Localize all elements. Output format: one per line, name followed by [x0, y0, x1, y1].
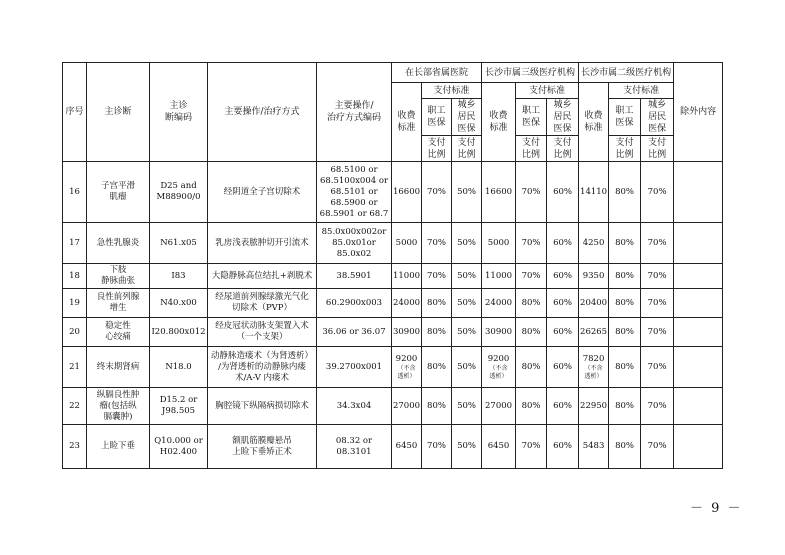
cell-seq: 19: [63, 289, 87, 318]
cell-employee-ratio: 80%: [516, 388, 547, 425]
cell-resident-ratio: 60%: [547, 289, 579, 318]
price-table: [62, 62, 723, 469]
cell-operation: 动静脉造瘘术（为肾透析） /为肾透析的动静脉内瘘 术/A-V 内瘘术: [208, 347, 317, 388]
cell-resident-ratio: 60%: [547, 318, 579, 347]
cell-operation: 胸腔镜下纵隔病损切除术: [208, 388, 317, 425]
cell-operation: 乳房浅表脓肿切开引流术: [208, 223, 317, 264]
table-row: [63, 223, 723, 264]
header-code: 主诊 断编码: [150, 63, 208, 162]
cell-excluded: [674, 425, 723, 469]
cell-resident-ratio: 50%: [452, 388, 482, 425]
cell-fee: [482, 347, 516, 388]
cell-diagnosis: 下肢 静脉曲张: [87, 264, 150, 289]
cell-fee: [392, 162, 422, 223]
header-pay-ratio: 支付 比例: [452, 136, 482, 162]
cell-fee: [579, 162, 609, 223]
cell-op-code: 60.2900x003: [317, 289, 392, 318]
cell-employee-ratio: 70%: [422, 264, 452, 289]
cell-fee: [579, 347, 609, 388]
cell-resident-ratio: 60%: [547, 388, 579, 425]
cell-fee: [482, 318, 516, 347]
cell-resident-ratio: 60%: [547, 264, 579, 289]
header-fee-standard: 收费 标准: [392, 83, 422, 162]
cell-excluded: [674, 264, 723, 289]
cell-excluded: [674, 318, 723, 347]
cell-fee: [392, 264, 422, 289]
header-resident: 城乡 居民 医保: [452, 99, 482, 136]
cell-diagnosis: 急性乳腺炎: [87, 223, 150, 264]
cell-operation: 大隐静脉高位结扎+剥脱术: [208, 264, 317, 289]
fee-value: 24000: [485, 297, 513, 308]
fee-value: 20400: [580, 297, 608, 308]
header-pay-ratio: 支付 比例: [422, 136, 452, 162]
table-row: [63, 162, 723, 223]
header-excluded: 除外内容: [674, 63, 723, 162]
cell-resident-ratio: 70%: [641, 318, 674, 347]
cell-diagnosis: 终末期肾病: [87, 347, 150, 388]
fee-note: （不含 透析）: [584, 364, 603, 380]
cell-resident-ratio: 50%: [452, 264, 482, 289]
header-employee: 职工 医保: [516, 99, 547, 136]
cell-employee-ratio: 80%: [609, 223, 641, 264]
cell-seq: 20: [63, 318, 87, 347]
cell-operation: 经尿道前列腺绿激光气化 切除术（PVP）: [208, 289, 317, 318]
header-fee-standard: 收费 标准: [482, 83, 516, 162]
cell-resident-ratio: 50%: [452, 223, 482, 264]
cell-seq: 21: [63, 347, 87, 388]
header-op-code: 主要操作/ 治疗方式编码: [317, 63, 392, 162]
fee-value: 5000: [395, 237, 418, 248]
page-number: － 9 －: [690, 501, 743, 516]
header-employee: 职工 医保: [609, 99, 641, 136]
table-row: [63, 425, 723, 469]
cell-seq: 18: [63, 264, 87, 289]
cell-fee: [482, 388, 516, 425]
cell-employee-ratio: 70%: [516, 425, 547, 469]
cell-employee-ratio: 70%: [422, 223, 452, 264]
cell-resident-ratio: 50%: [452, 289, 482, 318]
cell-employee-ratio: 80%: [609, 162, 641, 223]
cell-diagnosis: 良性前列腺 增生: [87, 289, 150, 318]
fee-value: 14110: [580, 186, 608, 197]
cell-employee-ratio: 70%: [422, 425, 452, 469]
cell-op-code: 36.06 or 36.07: [317, 318, 392, 347]
fee-value: 7820: [582, 353, 605, 364]
fee-value: 22950: [580, 400, 608, 411]
cell-resident-ratio: 70%: [641, 388, 674, 425]
cell-seq: 23: [63, 425, 87, 469]
cell-resident-ratio: 70%: [641, 162, 674, 223]
table-row: [63, 347, 723, 388]
cell-diagnosis: 稳定性 心绞痛: [87, 318, 150, 347]
cell-excluded: [674, 388, 723, 425]
cell-fee: [482, 223, 516, 264]
cell-employee-ratio: 70%: [516, 264, 547, 289]
cell-resident-ratio: 60%: [547, 223, 579, 264]
cell-fee: [579, 425, 609, 469]
cell-code: I20.800x012: [150, 318, 208, 347]
cell-code: D15.2 or J98.505: [150, 388, 208, 425]
cell-resident-ratio: 70%: [641, 223, 674, 264]
cell-employee-ratio: 80%: [609, 347, 641, 388]
cell-employee-ratio: 80%: [609, 289, 641, 318]
header-resident: 城乡 居民 医保: [641, 99, 674, 136]
cell-fee: [392, 318, 422, 347]
cell-fee: [482, 264, 516, 289]
fee-value: 4250: [582, 237, 605, 248]
fee-value: 27000: [392, 400, 421, 411]
header-fee-standard: 收费 标准: [579, 83, 609, 162]
cell-diagnosis: 纵膈良性肿 瘤(包括纵 膈囊肿): [87, 388, 150, 425]
fee-note: （不含 透析）: [397, 364, 416, 380]
header-group-city-tier2: 长沙市属二级医疗机构: [579, 63, 674, 83]
cell-fee: [392, 347, 422, 388]
cell-resident-ratio: 50%: [452, 318, 482, 347]
cell-resident-ratio: 60%: [547, 162, 579, 223]
cell-employee-ratio: 80%: [609, 425, 641, 469]
header-group-provincial: 在长部省属医院: [392, 63, 482, 83]
cell-employee-ratio: 80%: [422, 388, 452, 425]
table-row: [63, 264, 723, 289]
header-operation: 主要操作/治疗方式: [208, 63, 317, 162]
cell-fee: [392, 425, 422, 469]
cell-fee: [392, 223, 422, 264]
cell-resident-ratio: 60%: [547, 347, 579, 388]
cell-diagnosis: 子宫平滑 肌瘤: [87, 162, 150, 223]
header-pay-standard: 支付标准: [609, 83, 674, 99]
table-row: [63, 318, 723, 347]
cell-code: Q10.000 or H02.400: [150, 425, 208, 469]
fee-value: 11000: [485, 270, 513, 281]
header-pay-ratio: 支付 比例: [516, 136, 547, 162]
fee-value: 6450: [487, 441, 510, 451]
cell-employee-ratio: 80%: [516, 318, 547, 347]
cell-fee: [482, 425, 516, 469]
header-pay-standard: 支付标准: [516, 83, 579, 99]
cell-op-code: 68.5100 or 68.5100x004 or 68.5101 or 68.5900 or 68.5901 or 68.7: [317, 162, 392, 223]
cell-employee-ratio: 80%: [422, 289, 452, 318]
cell-fee: [579, 318, 609, 347]
fee-value: 24000: [392, 297, 421, 308]
cell-code: N40.x00: [150, 289, 208, 318]
table-row: [63, 289, 723, 318]
cell-fee: [482, 162, 516, 223]
cell-fee: [579, 388, 609, 425]
fee-value: 27000: [485, 400, 513, 411]
fee-value: 9200: [395, 353, 418, 364]
header-resident: 城乡 居民 医保: [547, 99, 579, 136]
cell-op-code: 85.0x00x002or 85.0x01or 85.0x02: [317, 223, 392, 264]
cell-code: D25 and M88900/0: [150, 162, 208, 223]
cell-fee: [579, 289, 609, 318]
cell-excluded: [674, 223, 723, 264]
header-diagnosis: 主诊断: [87, 63, 150, 162]
cell-employee-ratio: 70%: [516, 223, 547, 264]
cell-seq: 16: [63, 162, 87, 223]
cell-operation: 经皮冠状动脉支架置入术 （一个支架）: [208, 318, 317, 347]
fee-value: 5483: [582, 441, 605, 451]
fee-value: 30900: [485, 326, 513, 337]
header-pay-standard: 支付标准: [422, 83, 482, 99]
cell-employee-ratio: 70%: [516, 162, 547, 223]
cell-op-code: 08.32 or 08.3101: [317, 425, 392, 469]
cell-resident-ratio: 50%: [452, 162, 482, 223]
cell-employee-ratio: 80%: [422, 347, 452, 388]
fee-value: 11000: [392, 270, 421, 281]
cell-resident-ratio: 60%: [547, 425, 579, 469]
header-group-city-tier3: 长沙市属三级医疗机构: [482, 63, 579, 83]
cell-employee-ratio: 70%: [422, 162, 452, 223]
cell-employee-ratio: 80%: [609, 318, 641, 347]
cell-excluded: [674, 289, 723, 318]
header-pay-ratio: 支付 比例: [641, 136, 674, 162]
cell-employee-ratio: 80%: [422, 318, 452, 347]
cell-resident-ratio: 70%: [641, 289, 674, 318]
cell-resident-ratio: 70%: [641, 264, 674, 289]
cell-fee: [392, 388, 422, 425]
cell-code: N61.x05: [150, 223, 208, 264]
fee-value: 30900: [392, 326, 421, 337]
cell-resident-ratio: 70%: [641, 347, 674, 388]
cell-resident-ratio: 50%: [452, 347, 482, 388]
cell-excluded: [674, 347, 723, 388]
cell-fee: [392, 289, 422, 318]
cell-employee-ratio: 80%: [516, 289, 547, 318]
header-seq: 序号: [63, 63, 87, 162]
cell-employee-ratio: 80%: [609, 264, 641, 289]
table-row: [63, 388, 723, 425]
cell-code: N18.0: [150, 347, 208, 388]
cell-resident-ratio: 70%: [641, 425, 674, 469]
cell-seq: 17: [63, 223, 87, 264]
cell-op-code: 34.3x04: [317, 388, 392, 425]
cell-operation: 额肌筋膜瓣悬吊 上睑下垂矫正术: [208, 425, 317, 469]
cell-seq: 22: [63, 388, 87, 425]
cell-resident-ratio: 50%: [452, 425, 482, 469]
cell-op-code: 39.2700x001: [317, 347, 392, 388]
fee-value: 9350: [582, 270, 605, 281]
cell-fee: [579, 264, 609, 289]
fee-value: 26265: [580, 326, 608, 337]
fee-value: 5000: [487, 237, 510, 248]
cell-excluded: [674, 162, 723, 223]
header-pay-ratio: 支付 比例: [547, 136, 579, 162]
cell-fee: [579, 223, 609, 264]
fee-value: 6450: [395, 441, 418, 451]
cell-employee-ratio: 80%: [516, 347, 547, 388]
fee-note: （不含 透析）: [489, 364, 508, 380]
fee-value: 16600: [485, 186, 513, 197]
cell-diagnosis: 上睑下垂: [87, 425, 150, 469]
cell-employee-ratio: 80%: [609, 388, 641, 425]
fee-value: 16600: [392, 186, 421, 197]
header-employee: 职工 医保: [422, 99, 452, 136]
cell-operation: 经阴道全子宫切除术: [208, 162, 317, 223]
cell-op-code: 38.5901: [317, 264, 392, 289]
cell-fee: [482, 289, 516, 318]
fee-value: 9200: [487, 353, 510, 364]
header-pay-ratio: 支付 比例: [609, 136, 641, 162]
cell-code: I83: [150, 264, 208, 289]
